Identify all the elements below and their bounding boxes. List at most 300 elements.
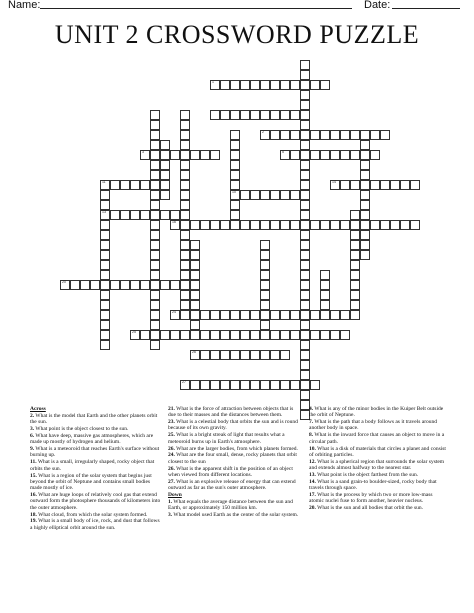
crossword-cell[interactable] bbox=[300, 130, 310, 140]
crossword-cell[interactable] bbox=[100, 230, 110, 240]
crossword-cell[interactable] bbox=[300, 240, 310, 250]
crossword-cell[interactable] bbox=[300, 380, 310, 390]
crossword-cell[interactable] bbox=[300, 140, 310, 150]
crossword-cell[interactable] bbox=[240, 330, 250, 340]
crossword-cell[interactable] bbox=[150, 340, 160, 350]
crossword-cell[interactable] bbox=[110, 280, 120, 290]
crossword-cell[interactable] bbox=[150, 240, 160, 250]
crossword-cell[interactable] bbox=[310, 80, 320, 90]
crossword-cell[interactable] bbox=[150, 290, 160, 300]
crossword-cell[interactable] bbox=[230, 380, 240, 390]
crossword-cell[interactable] bbox=[150, 210, 160, 220]
crossword-cell[interactable] bbox=[210, 380, 220, 390]
crossword-cell[interactable] bbox=[360, 160, 370, 170]
crossword-cell[interactable] bbox=[270, 330, 280, 340]
crossword-cell[interactable] bbox=[180, 200, 190, 210]
crossword-cell[interactable] bbox=[230, 150, 240, 160]
crossword-cell[interactable] bbox=[80, 280, 90, 290]
crossword-cell[interactable] bbox=[260, 240, 270, 250]
crossword-cell[interactable] bbox=[310, 130, 320, 140]
crossword-cell[interactable] bbox=[170, 280, 180, 290]
crossword-cell[interactable] bbox=[280, 350, 290, 360]
crossword-cell[interactable] bbox=[180, 170, 190, 180]
crossword-cell[interactable] bbox=[150, 300, 160, 310]
crossword-cell[interactable] bbox=[300, 200, 310, 210]
crossword-cell[interactable] bbox=[150, 120, 160, 130]
crossword-cell[interactable] bbox=[100, 210, 110, 220]
crossword-cell[interactable] bbox=[270, 80, 280, 90]
crossword-cell[interactable] bbox=[150, 280, 160, 290]
crossword-cell[interactable] bbox=[250, 190, 260, 200]
crossword-cell[interactable] bbox=[260, 350, 270, 360]
crossword-cell[interactable] bbox=[230, 130, 240, 140]
crossword-cell[interactable] bbox=[210, 350, 220, 360]
crossword-cell[interactable] bbox=[200, 330, 210, 340]
crossword-cell[interactable] bbox=[150, 330, 160, 340]
crossword-cell[interactable] bbox=[250, 330, 260, 340]
crossword-cell[interactable] bbox=[150, 130, 160, 140]
crossword-cell[interactable] bbox=[320, 290, 330, 300]
crossword-cell[interactable] bbox=[300, 280, 310, 290]
crossword-cell[interactable] bbox=[180, 140, 190, 150]
crossword-cell[interactable] bbox=[300, 120, 310, 130]
crossword-cell[interactable] bbox=[300, 350, 310, 360]
crossword-cell[interactable] bbox=[160, 150, 170, 160]
crossword-cell[interactable] bbox=[340, 150, 350, 160]
crossword-cell[interactable] bbox=[290, 130, 300, 140]
crossword-cell[interactable] bbox=[390, 220, 400, 230]
crossword-cell[interactable] bbox=[370, 150, 380, 160]
crossword-cell[interactable] bbox=[210, 80, 220, 90]
crossword-cell[interactable] bbox=[280, 190, 290, 200]
crossword-cell[interactable] bbox=[350, 290, 360, 300]
crossword-cell[interactable] bbox=[280, 220, 290, 230]
crossword-cell[interactable] bbox=[230, 80, 240, 90]
crossword-cell[interactable] bbox=[300, 250, 310, 260]
crossword-cell[interactable] bbox=[150, 190, 160, 200]
crossword-cell[interactable] bbox=[180, 160, 190, 170]
crossword-cell[interactable] bbox=[290, 150, 300, 160]
crossword-cell[interactable] bbox=[320, 310, 330, 320]
crossword-cell[interactable] bbox=[90, 280, 100, 290]
crossword-cell[interactable] bbox=[100, 220, 110, 230]
crossword-cell[interactable] bbox=[350, 130, 360, 140]
crossword-cell[interactable] bbox=[330, 130, 340, 140]
crossword-cell[interactable] bbox=[140, 150, 150, 160]
crossword-cell[interactable] bbox=[300, 70, 310, 80]
crossword-cell[interactable] bbox=[230, 140, 240, 150]
crossword-cell[interactable] bbox=[410, 180, 420, 190]
crossword-cell[interactable] bbox=[250, 80, 260, 90]
crossword-cell[interactable] bbox=[390, 180, 400, 190]
crossword-cell[interactable] bbox=[250, 110, 260, 120]
crossword-cell[interactable] bbox=[350, 230, 360, 240]
crossword-cell[interactable] bbox=[400, 220, 410, 230]
crossword-cell[interactable] bbox=[150, 200, 160, 210]
crossword-cell[interactable] bbox=[200, 220, 210, 230]
crossword-cell[interactable] bbox=[280, 380, 290, 390]
crossword-cell[interactable] bbox=[320, 330, 330, 340]
crossword-cell[interactable] bbox=[260, 190, 270, 200]
crossword-cell[interactable] bbox=[300, 330, 310, 340]
crossword-cell[interactable] bbox=[300, 180, 310, 190]
crossword-cell[interactable] bbox=[180, 130, 190, 140]
crossword-cell[interactable] bbox=[270, 350, 280, 360]
crossword-cell[interactable] bbox=[190, 330, 200, 340]
crossword-cell[interactable] bbox=[290, 330, 300, 340]
crossword-cell[interactable] bbox=[250, 380, 260, 390]
crossword-cell[interactable] bbox=[60, 280, 70, 290]
crossword-cell[interactable] bbox=[320, 270, 330, 280]
crossword-cell[interactable] bbox=[340, 180, 350, 190]
crossword-cell[interactable] bbox=[180, 250, 190, 260]
crossword-cell[interactable] bbox=[190, 220, 200, 230]
crossword-cell[interactable] bbox=[210, 310, 220, 320]
crossword-cell[interactable] bbox=[340, 310, 350, 320]
crossword-cell[interactable] bbox=[220, 350, 230, 360]
crossword-cell[interactable] bbox=[330, 150, 340, 160]
crossword-cell[interactable] bbox=[380, 130, 390, 140]
crossword-cell[interactable] bbox=[280, 330, 290, 340]
crossword-cell[interactable] bbox=[300, 210, 310, 220]
crossword-cell[interactable] bbox=[370, 130, 380, 140]
crossword-cell[interactable] bbox=[280, 80, 290, 90]
crossword-cell[interactable] bbox=[270, 110, 280, 120]
crossword-cell[interactable] bbox=[270, 310, 280, 320]
crossword-cell[interactable] bbox=[150, 310, 160, 320]
crossword-cell[interactable] bbox=[300, 160, 310, 170]
crossword-cell[interactable] bbox=[170, 220, 180, 230]
crossword-cell[interactable] bbox=[170, 310, 180, 320]
crossword-cell[interactable] bbox=[160, 170, 170, 180]
crossword-cell[interactable] bbox=[310, 150, 320, 160]
crossword-cell[interactable] bbox=[140, 180, 150, 190]
crossword-cell[interactable] bbox=[340, 330, 350, 340]
crossword-cell[interactable] bbox=[300, 80, 310, 90]
crossword-cell[interactable] bbox=[140, 280, 150, 290]
crossword-cell[interactable] bbox=[350, 300, 360, 310]
crossword-cell[interactable] bbox=[160, 280, 170, 290]
crossword-cell[interactable] bbox=[150, 230, 160, 240]
crossword-cell[interactable] bbox=[340, 220, 350, 230]
crossword-cell[interactable] bbox=[260, 110, 270, 120]
crossword-cell[interactable] bbox=[180, 190, 190, 200]
crossword-cell[interactable] bbox=[210, 220, 220, 230]
crossword-cell[interactable] bbox=[150, 180, 160, 190]
crossword-cell[interactable] bbox=[300, 60, 310, 70]
crossword-cell[interactable] bbox=[180, 310, 190, 320]
crossword-cell[interactable] bbox=[150, 320, 160, 330]
crossword-cell[interactable] bbox=[190, 380, 200, 390]
crossword-cell[interactable] bbox=[150, 260, 160, 270]
crossword-cell[interactable] bbox=[180, 260, 190, 270]
crossword-cell[interactable] bbox=[310, 380, 320, 390]
crossword-cell[interactable] bbox=[200, 310, 210, 320]
crossword-cell[interactable] bbox=[120, 280, 130, 290]
crossword-cell[interactable] bbox=[330, 330, 340, 340]
crossword-cell[interactable] bbox=[120, 210, 130, 220]
crossword-cell[interactable] bbox=[300, 170, 310, 180]
crossword-cell[interactable] bbox=[240, 220, 250, 230]
crossword-cell[interactable] bbox=[170, 330, 180, 340]
crossword-cell[interactable] bbox=[230, 180, 240, 190]
crossword-cell[interactable] bbox=[360, 190, 370, 200]
crossword-cell[interactable] bbox=[110, 180, 120, 190]
crossword-cell[interactable] bbox=[350, 270, 360, 280]
crossword-cell[interactable] bbox=[100, 280, 110, 290]
crossword-cell[interactable] bbox=[290, 380, 300, 390]
crossword-cell[interactable] bbox=[240, 80, 250, 90]
crossword-cell[interactable] bbox=[250, 220, 260, 230]
crossword-cell[interactable] bbox=[100, 290, 110, 300]
crossword-cell[interactable] bbox=[130, 210, 140, 220]
crossword-cell[interactable] bbox=[310, 330, 320, 340]
crossword-cell[interactable] bbox=[220, 330, 230, 340]
crossword-cell[interactable] bbox=[240, 380, 250, 390]
crossword-cell[interactable] bbox=[290, 80, 300, 90]
crossword-cell[interactable] bbox=[100, 180, 110, 190]
crossword-cell[interactable] bbox=[200, 380, 210, 390]
crossword-cell[interactable] bbox=[260, 310, 270, 320]
crossword-cell[interactable] bbox=[190, 280, 200, 290]
crossword-cell[interactable] bbox=[240, 190, 250, 200]
crossword-cell[interactable] bbox=[190, 290, 200, 300]
crossword-cell[interactable] bbox=[300, 230, 310, 240]
crossword-cell[interactable] bbox=[180, 270, 190, 280]
crossword-cell[interactable] bbox=[260, 80, 270, 90]
crossword-cell[interactable] bbox=[300, 190, 310, 200]
crossword-cell[interactable] bbox=[290, 190, 300, 200]
crossword-cell[interactable] bbox=[160, 190, 170, 200]
crossword-cell[interactable] bbox=[180, 150, 190, 160]
crossword-cell[interactable] bbox=[260, 270, 270, 280]
crossword-cell[interactable] bbox=[320, 300, 330, 310]
crossword-cell[interactable] bbox=[170, 210, 180, 220]
crossword-cell[interactable] bbox=[100, 240, 110, 250]
crossword-cell[interactable] bbox=[240, 310, 250, 320]
crossword-cell[interactable] bbox=[190, 270, 200, 280]
crossword-cell[interactable] bbox=[240, 110, 250, 120]
crossword-cell[interactable] bbox=[190, 240, 200, 250]
crossword-cell[interactable] bbox=[270, 380, 280, 390]
crossword-cell[interactable] bbox=[300, 220, 310, 230]
crossword-cell[interactable] bbox=[100, 300, 110, 310]
crossword-cell[interactable] bbox=[180, 300, 190, 310]
crossword-cell[interactable] bbox=[100, 250, 110, 260]
crossword-cell[interactable] bbox=[300, 360, 310, 370]
crossword-cell[interactable] bbox=[300, 390, 310, 400]
crossword-cell[interactable] bbox=[320, 280, 330, 290]
crossword-cell[interactable] bbox=[230, 220, 240, 230]
crossword-cell[interactable] bbox=[150, 170, 160, 180]
crossword-cell[interactable] bbox=[180, 220, 190, 230]
crossword-cell[interactable] bbox=[370, 180, 380, 190]
crossword-cell[interactable] bbox=[360, 140, 370, 150]
crossword-cell[interactable] bbox=[290, 310, 300, 320]
crossword-cell[interactable] bbox=[230, 210, 240, 220]
crossword-cell[interactable] bbox=[140, 330, 150, 340]
crossword-cell[interactable] bbox=[230, 350, 240, 360]
crossword-cell[interactable] bbox=[160, 160, 170, 170]
crossword-cell[interactable] bbox=[350, 260, 360, 270]
crossword-cell[interactable] bbox=[360, 130, 370, 140]
crossword-cell[interactable] bbox=[150, 150, 160, 160]
crossword-cell[interactable] bbox=[160, 180, 170, 190]
crossword-cell[interactable] bbox=[260, 290, 270, 300]
crossword-cell[interactable] bbox=[180, 230, 190, 240]
crossword-cell[interactable] bbox=[180, 380, 190, 390]
crossword-cell[interactable] bbox=[350, 150, 360, 160]
crossword-cell[interactable] bbox=[280, 310, 290, 320]
crossword-cell[interactable] bbox=[310, 310, 320, 320]
crossword-cell[interactable] bbox=[350, 250, 360, 260]
crossword-cell[interactable] bbox=[230, 310, 240, 320]
crossword-cell[interactable] bbox=[350, 210, 360, 220]
crossword-cell[interactable] bbox=[410, 220, 420, 230]
crossword-cell[interactable] bbox=[300, 260, 310, 270]
crossword-cell[interactable] bbox=[380, 180, 390, 190]
crossword-cell[interactable] bbox=[350, 310, 360, 320]
crossword-cell[interactable] bbox=[220, 220, 230, 230]
crossword-cell[interactable] bbox=[220, 80, 230, 90]
crossword-cell[interactable] bbox=[360, 170, 370, 180]
crossword-cell[interactable] bbox=[360, 250, 370, 260]
crossword-cell[interactable] bbox=[350, 220, 360, 230]
crossword-cell[interactable] bbox=[260, 280, 270, 290]
crossword-cell[interactable] bbox=[350, 280, 360, 290]
crossword-cell[interactable] bbox=[380, 220, 390, 230]
crossword-cell[interactable] bbox=[180, 280, 190, 290]
crossword-cell[interactable] bbox=[70, 280, 80, 290]
crossword-cell[interactable] bbox=[330, 310, 340, 320]
crossword-cell[interactable] bbox=[180, 210, 190, 220]
crossword-cell[interactable] bbox=[190, 320, 200, 330]
crossword-cell[interactable] bbox=[190, 260, 200, 270]
crossword-cell[interactable] bbox=[360, 180, 370, 190]
crossword-cell[interactable] bbox=[290, 110, 300, 120]
crossword-cell[interactable] bbox=[200, 150, 210, 160]
crossword-cell[interactable] bbox=[230, 170, 240, 180]
crossword-cell[interactable] bbox=[150, 220, 160, 230]
crossword-cell[interactable] bbox=[240, 350, 250, 360]
crossword-cell[interactable] bbox=[300, 370, 310, 380]
crossword-cell[interactable] bbox=[360, 210, 370, 220]
crossword-cell[interactable] bbox=[330, 220, 340, 230]
crossword-cell[interactable] bbox=[270, 130, 280, 140]
crossword-cell[interactable] bbox=[130, 280, 140, 290]
crossword-cell[interactable] bbox=[130, 330, 140, 340]
crossword-cell[interactable] bbox=[210, 150, 220, 160]
crossword-cell[interactable] bbox=[260, 130, 270, 140]
crossword-cell[interactable] bbox=[260, 330, 270, 340]
crossword-cell[interactable] bbox=[360, 220, 370, 230]
crossword-cell[interactable] bbox=[180, 180, 190, 190]
crossword-cell[interactable] bbox=[350, 240, 360, 250]
crossword-cell[interactable] bbox=[190, 150, 200, 160]
crossword-cell[interactable] bbox=[190, 300, 200, 310]
crossword-cell[interactable] bbox=[270, 190, 280, 200]
crossword-cell[interactable] bbox=[180, 330, 190, 340]
crossword-cell[interactable] bbox=[100, 190, 110, 200]
crossword-cell[interactable] bbox=[230, 110, 240, 120]
crossword-cell[interactable] bbox=[300, 310, 310, 320]
crossword-cell[interactable] bbox=[260, 260, 270, 270]
crossword-cell[interactable] bbox=[100, 340, 110, 350]
crossword-cell[interactable] bbox=[100, 270, 110, 280]
crossword-cell[interactable] bbox=[220, 310, 230, 320]
crossword-cell[interactable] bbox=[310, 220, 320, 230]
crossword-cell[interactable] bbox=[230, 330, 240, 340]
crossword-cell[interactable] bbox=[190, 350, 200, 360]
crossword-cell[interactable] bbox=[360, 240, 370, 250]
crossword-cell[interactable] bbox=[150, 110, 160, 120]
crossword-cell[interactable] bbox=[320, 150, 330, 160]
crossword-cell[interactable] bbox=[140, 210, 150, 220]
crossword-cell[interactable] bbox=[100, 320, 110, 330]
crossword-cell[interactable] bbox=[210, 330, 220, 340]
crossword-cell[interactable] bbox=[350, 180, 360, 190]
crossword-cell[interactable] bbox=[230, 190, 240, 200]
crossword-cell[interactable] bbox=[320, 130, 330, 140]
crossword-cell[interactable] bbox=[260, 220, 270, 230]
crossword-cell[interactable] bbox=[270, 220, 280, 230]
crossword-cell[interactable] bbox=[180, 240, 190, 250]
crossword-cell[interactable] bbox=[260, 300, 270, 310]
crossword-cell[interactable] bbox=[160, 330, 170, 340]
crossword-cell[interactable] bbox=[260, 250, 270, 260]
crossword-cell[interactable] bbox=[300, 290, 310, 300]
crossword-cell[interactable] bbox=[180, 110, 190, 120]
crossword-cell[interactable] bbox=[300, 340, 310, 350]
crossword-cell[interactable] bbox=[280, 130, 290, 140]
crossword-cell[interactable] bbox=[400, 180, 410, 190]
crossword-cell[interactable] bbox=[360, 230, 370, 240]
crossword-cell[interactable] bbox=[290, 220, 300, 230]
crossword-cell[interactable] bbox=[170, 150, 180, 160]
crossword-cell[interactable] bbox=[320, 80, 330, 90]
crossword-cell[interactable] bbox=[360, 200, 370, 210]
crossword-cell[interactable] bbox=[220, 380, 230, 390]
crossword-cell[interactable] bbox=[100, 310, 110, 320]
crossword-cell[interactable] bbox=[250, 350, 260, 360]
crossword-cell[interactable] bbox=[300, 320, 310, 330]
crossword-cell[interactable] bbox=[250, 310, 260, 320]
crossword-cell[interactable] bbox=[370, 220, 380, 230]
crossword-cell[interactable] bbox=[230, 160, 240, 170]
crossword-cell[interactable] bbox=[100, 200, 110, 210]
crossword-cell[interactable] bbox=[230, 200, 240, 210]
crossword-cell[interactable] bbox=[160, 140, 170, 150]
crossword-cell[interactable] bbox=[160, 210, 170, 220]
crossword-cell[interactable] bbox=[300, 150, 310, 160]
crossword-cell[interactable] bbox=[320, 220, 330, 230]
crossword-cell[interactable] bbox=[300, 100, 310, 110]
crossword-cell[interactable] bbox=[190, 310, 200, 320]
crossword-cell[interactable] bbox=[200, 350, 210, 360]
crossword-cell[interactable] bbox=[220, 110, 230, 120]
crossword-cell[interactable] bbox=[180, 120, 190, 130]
crossword-cell[interactable] bbox=[120, 180, 130, 190]
crossword-cell[interactable] bbox=[300, 300, 310, 310]
crossword-cell[interactable] bbox=[300, 110, 310, 120]
crossword-cell[interactable] bbox=[110, 210, 120, 220]
crossword-cell[interactable] bbox=[100, 330, 110, 340]
crossword-cell[interactable] bbox=[180, 290, 190, 300]
crossword-cell[interactable] bbox=[190, 250, 200, 260]
crossword-cell[interactable] bbox=[150, 270, 160, 280]
crossword-cell[interactable] bbox=[280, 110, 290, 120]
crossword-cell[interactable] bbox=[210, 110, 220, 120]
